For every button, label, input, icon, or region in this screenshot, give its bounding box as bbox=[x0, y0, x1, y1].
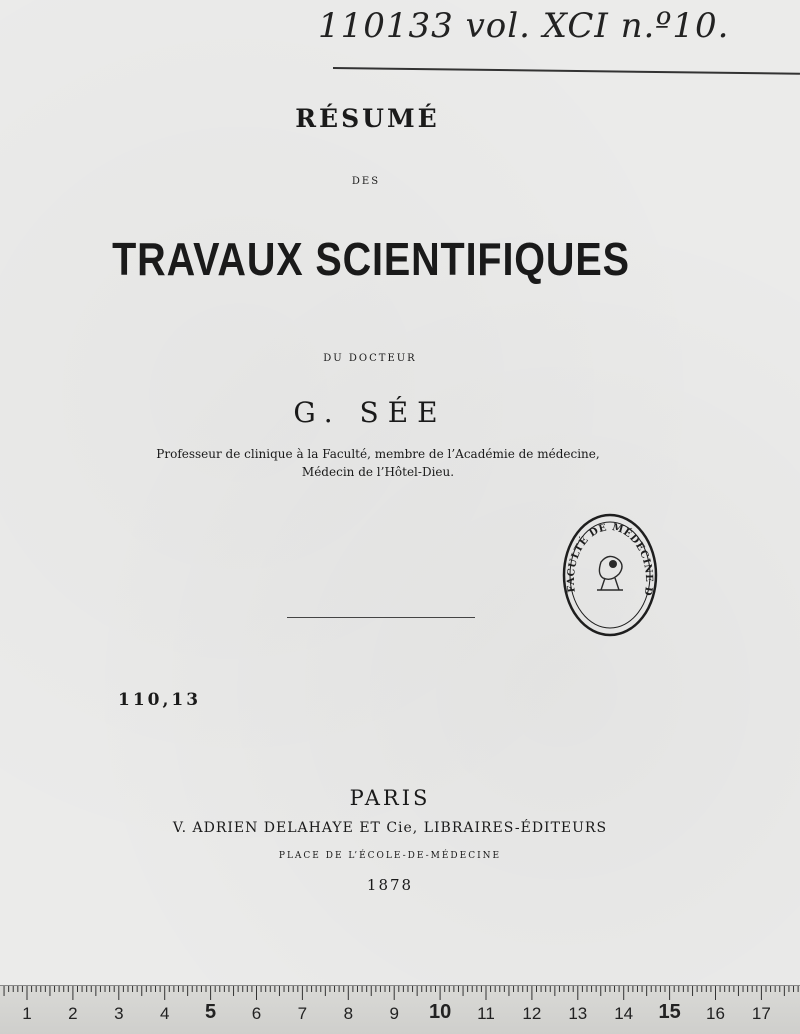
ruler-label: 5 bbox=[205, 1001, 217, 1023]
stamp-text: FACULTÉ DE MÉDECINE D bbox=[565, 522, 655, 597]
title-main: TRAVAUX SCIENTIFIQUES bbox=[112, 233, 630, 285]
ruler-label: 14 bbox=[614, 1004, 634, 1023]
ruler-label: 2 bbox=[68, 1004, 78, 1023]
separator-rule bbox=[287, 617, 475, 618]
author-name: G. SÉE bbox=[293, 396, 447, 429]
ruler-label: 6 bbox=[251, 1004, 262, 1023]
ruler-label: 16 bbox=[706, 1004, 725, 1023]
ruler-label: 15 bbox=[658, 1001, 681, 1023]
ruler-label: 1 bbox=[22, 1004, 32, 1023]
imprint-publisher: V. ADRIEN DELAHAYE ET Cie, LIBRAIRES-ÉDITEURS bbox=[172, 820, 608, 836]
author-affiliation-line-1: Professeur de clinique à la Faculté, membre de l’Académie de médecine, bbox=[156, 447, 600, 461]
author-affiliation-line-2: Médecin de l’Hôtel-Dieu. bbox=[301, 465, 455, 479]
measurement-ruler bbox=[0, 985, 800, 1034]
ruler-label: 12 bbox=[522, 1004, 542, 1023]
svg-text:FACULTÉ DE MÉDECINE DE PARIS B bbox=[561, 512, 654, 597]
ruler-label: 10 bbox=[428, 1001, 452, 1023]
ruler-label: 3 bbox=[114, 1004, 124, 1023]
ruler-label: 8 bbox=[343, 1004, 354, 1023]
ruler-label: 11 bbox=[477, 1004, 495, 1023]
title-resume: RÉSUMÉ bbox=[295, 104, 440, 133]
ruler-label: 13 bbox=[568, 1004, 588, 1023]
handwritten-underline bbox=[333, 67, 800, 75]
du-docteur-label: DU DOCTEUR bbox=[323, 353, 417, 364]
imprint-address: PLACE DE L’ÉCOLE-DE-MÉDECINE bbox=[278, 851, 502, 861]
ruler-label: 17 bbox=[751, 1004, 771, 1023]
handwritten-catalog-note: 110133 vol. XCI n.º10. bbox=[318, 6, 730, 46]
imprint-city: PARIS bbox=[349, 786, 431, 810]
shelfmark: 110,13 bbox=[118, 690, 202, 710]
ruler-label: 7 bbox=[297, 1004, 308, 1023]
library-stamp-icon bbox=[561, 512, 659, 638]
ruler-label: 4 bbox=[159, 1004, 170, 1023]
ruler-label: 9 bbox=[389, 1004, 399, 1023]
imprint-year: 1878 bbox=[366, 876, 414, 894]
title-des: DES bbox=[351, 176, 381, 187]
